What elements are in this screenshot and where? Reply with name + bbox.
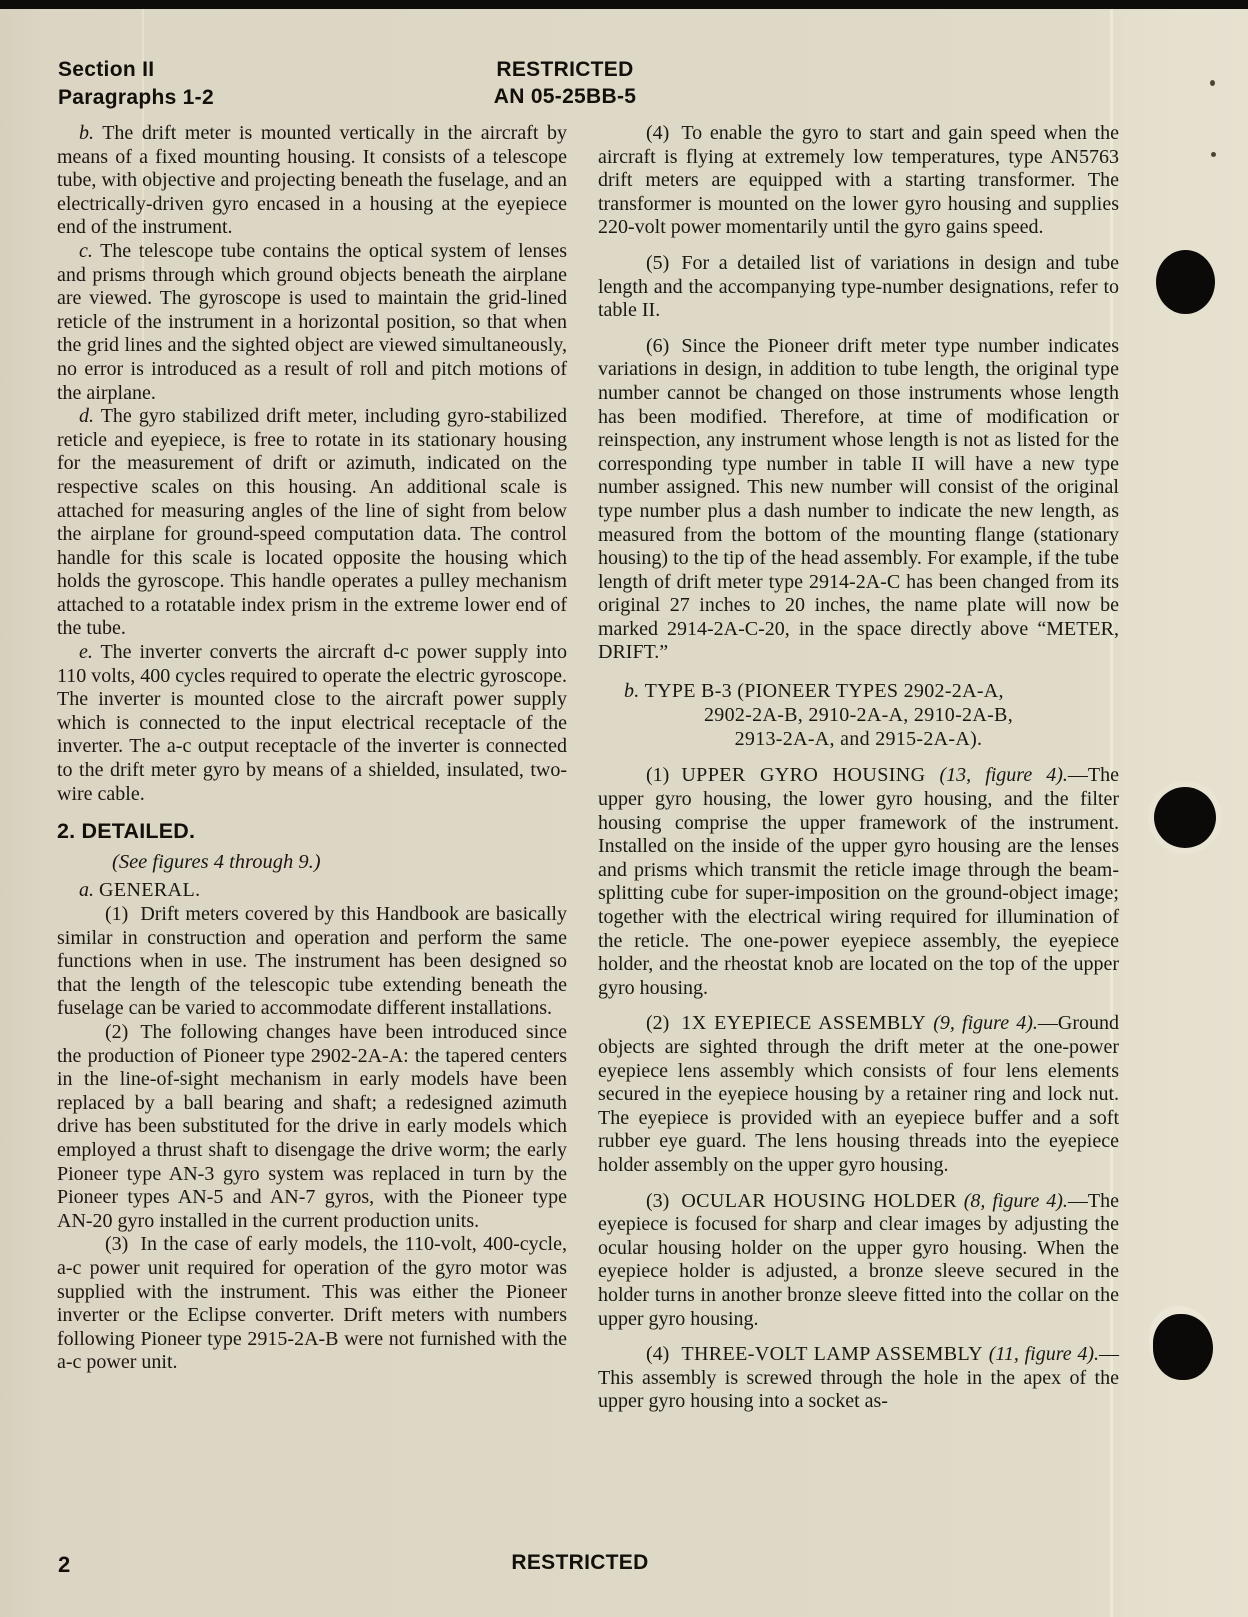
paragraph-text: The drift meter is mounted vertically in the aircraft by means of a fixed mounting housing. It consists of a telescope tube, with objective and projecting beneath the fuselage, and an electrically-driven gyro encased in a housing at the eyepiece end of the instrument. bbox=[57, 122, 567, 239]
header-left bbox=[58, 56, 214, 112]
paragraph-number: (5) bbox=[646, 251, 670, 274]
paper-speck bbox=[1211, 152, 1216, 157]
paragraph-number: (6) bbox=[646, 334, 670, 357]
paragraph-letter: a. bbox=[79, 879, 94, 902]
paragraph-6 bbox=[598, 335, 1119, 665]
right-column bbox=[598, 122, 1119, 1426]
paragraph-text: —The upper gyro housing, the lower gyro housing, and the filter housing comprise the upper framework of the instrument. Installed on the inside of the upper gyro housing are the lenses and prisms which transmit the reticle image through the beam-splitting cube for super-imposition on the ground-object image; together with the electrical wiring required for illumination of the reticle. The one-power eyepiece assembly, the eyepiece holder, and the rheostat knob are located on the top of the upper gyro housing. bbox=[598, 764, 1119, 999]
paragraph-text: To enable the gyro to start and gain speed when the aircraft is flying at extremely low temperatures, type AN5763 drift meters are equipped with a starting transformer. The transformer is mounted on the lower gyro housing and supplies 220-volt power momentarily until the gyro gains speed. bbox=[598, 122, 1119, 239]
type-b3-line3: 2913-2A-A, and 2915-2A-A). bbox=[734, 727, 983, 750]
paragraph-text: The following changes have been introduced since the production of Pioneer type 2902-2A-A: the tapered centers in the line-of-sight mechanism in early models have been replaced by a ball bearing and shaft; a redesigned azimuth drive has been substituted for the drive in early models which employed a thrust shaft to disengage the drive worm; the early Pioneer type AN-3 gyro system was replaced in turn by the Pioneer types AN-5 and AN-7 gyros, with the Pioneer type AN-20 gyro installed in the current production units. bbox=[57, 1020, 567, 1232]
paragraph-b4-lamp-assembly bbox=[598, 1343, 1119, 1414]
see-figures-note: (See figures 4 through 9.) bbox=[112, 850, 321, 873]
paragraph-c bbox=[57, 240, 567, 405]
paragraph-text: —Ground objects are sighted through the drift meter at the one-power eyepiece lens assembly which consists of four lens elements secured in the eyepiece housing by a retainer ring and lock nut. The eyepiece is provided with an eyepiece buffer and a soft rubber eye guard. The lens housing threads into the eyepiece holder assembly on the upper gyro housing. bbox=[598, 1012, 1120, 1176]
paragraph-text: —The eyepiece is focused for sharp and clear images by adjusting the ocular housing holder on the upper gyro housing. When the eyepiece holder is adjusted, a bronze sleeve secured in the holder turns in another bronze sleeve fitted into the collar on the upper gyro housing. bbox=[598, 1189, 1120, 1330]
paragraph-text: For a detailed list of variations in design and tube length and the accompanying type-number designations, refer to table II. bbox=[598, 251, 1119, 322]
subheading-general bbox=[57, 879, 567, 903]
section-heading-detailed: 2. DETAILED. bbox=[57, 819, 196, 844]
paragraph-letter: d. bbox=[79, 405, 94, 428]
paragraph-number: (2) bbox=[105, 1020, 129, 1043]
paragraph-letter: b. bbox=[624, 680, 640, 703]
paragraph-letter: c. bbox=[79, 239, 93, 262]
left-column bbox=[57, 122, 567, 1375]
paragraph-number: (4) bbox=[646, 1343, 670, 1366]
paragraph-text: The gyro stabilized drift meter, including gyro-stabilized reticle and eyepiece, is free to rotate in its stationary housing for the measurement of drift or azimuth, indicated on the respective scales on this housing. An additional scale is attached for measuring angles of the line of sight from below the airplane for ground-speed computation data. The control handle for this scale is located opposite the housing which holds the gyroscope. This handle operates a pulley mechanism attached to a rotatable index prism in the extreme lower end of the tube. bbox=[57, 405, 568, 640]
type-b3-heading bbox=[598, 680, 1119, 751]
paragraphs-label: Paragraphs 1-2 bbox=[58, 86, 214, 109]
heading-text: TYPE B-3 (PIONEER TYPES 2902-2A-A, bbox=[644, 680, 1004, 703]
header-center bbox=[415, 56, 715, 110]
paragraph-title: UPPER GYRO HOUSING bbox=[681, 764, 926, 787]
paragraph-1 bbox=[57, 903, 567, 1021]
paragraph-number: (4) bbox=[646, 122, 670, 144]
paragraph-number: (3) bbox=[646, 1189, 670, 1212]
paragraph-d bbox=[57, 405, 567, 641]
page-number: 2 bbox=[58, 1552, 71, 1577]
figure-reference: (8, figure 4). bbox=[963, 1189, 1068, 1212]
paragraph-5 bbox=[598, 252, 1119, 323]
paragraph-number: (2) bbox=[646, 1012, 670, 1035]
paragraph-title: OCULAR HOUSING HOLDER bbox=[681, 1189, 957, 1212]
figure-reference: (9, figure 4). bbox=[933, 1012, 1038, 1035]
section-label: Section II bbox=[58, 58, 155, 81]
paragraph-text: Drift meters covered by this Handbook are basically similar in construction and operation and perform the same functions when in use. The instrument has been designed so that the length of the telescopic tube extending beneath the fuselage can be varied to accommodate different installations. bbox=[57, 903, 567, 1020]
paragraph-number: (1) bbox=[646, 764, 670, 787]
punch-hole bbox=[1154, 787, 1216, 848]
subheading-title: GENERAL. bbox=[99, 879, 201, 902]
type-b3-line2: 2902-2A-B, 2910-2A-A, 2910-2A-B, bbox=[703, 703, 1013, 726]
paragraph-b1-upper-gyro-housing bbox=[598, 764, 1119, 1000]
footer-restricted-stamp: RESTRICTED bbox=[511, 1551, 649, 1574]
scan-edge-top bbox=[0, 0, 1248, 9]
paragraph-4 bbox=[598, 122, 1119, 240]
punch-hole bbox=[1153, 1314, 1213, 1380]
paragraph-title: THREE-VOLT LAMP ASSEMBLY bbox=[681, 1343, 983, 1366]
type-b3-line1 bbox=[598, 680, 1119, 704]
punch-hole bbox=[1156, 250, 1215, 314]
paragraph-b3-ocular-housing-holder bbox=[598, 1190, 1119, 1332]
paragraph-3 bbox=[57, 1233, 567, 1375]
paragraph-text: The inverter converts the aircraft d-c power supply into 110 volts, 400 cycles required to operate the electric gyroscope. The inverter is mounted close to the aircraft power supply which is connected to the input electrical receptacle of the inverter. The a-c output receptacle of the inverter is connected to the drift meter gyro by means of a shielded, insulated, two-wire cable. bbox=[57, 641, 567, 805]
paragraph-letter: b. bbox=[79, 122, 94, 144]
paragraph-text: In the case of early models, the 110-volt, 400-cycle, a-c power unit required for operation of the gyro motor was supplied with the instrument. This was either the Pioneer inverter or the Eclipse converter. Drift meters with numbers following Pioneer type 2915-2A-B were not furnished with the a-c power unit. bbox=[57, 1233, 567, 1374]
figure-reference: (13, figure 4). bbox=[939, 764, 1068, 787]
paragraph-letter: e. bbox=[79, 641, 93, 664]
paragraph-2 bbox=[57, 1021, 567, 1233]
paragraph-text: —This assembly is screwed through the hole in the apex of the upper gyro housing into a socket as- bbox=[598, 1343, 1119, 1413]
figure-reference: (11, figure 4). bbox=[988, 1343, 1099, 1366]
paragraph-title: 1X EYEPIECE ASSEMBLY bbox=[681, 1012, 927, 1035]
doc-number: AN 05-25BB-5 bbox=[493, 85, 637, 108]
paragraph-number: (1) bbox=[105, 903, 129, 925]
paragraph-text: Since the Pioneer drift meter type number indicates variations in design, in addition to tube length, the original type number cannot be changed on those instruments whose length has been modified. Therefore, at time of modification or reinspection, any instrument whose length is not as listed for the corresponding type number in table II will have a new type number assigned. This new number will consist of the original type number plus a dash number to indicate the new length, as measured from the bottom of the mounting flange (stationary housing) to the tip of the head assembly. For example, if the tube length of drift meter type 2914-2A-C has been changed from its original 27 inches to 20 inches, the name plate will now be marked 2914-2A-C-20, in the space directly above “METER, DRIFT.” bbox=[598, 334, 1119, 664]
paper-speck bbox=[1210, 80, 1215, 86]
paragraph-text: The telescope tube contains the optical system of lenses and prisms through which ground objects beneath the airplane are viewed. The gyroscope is used to maintain the grid-lined reticle of the instrument in a horizontal position, so that when the grid lines and the sighted object are viewed simultaneously, no error is introduced as a result of roll and pitch motions of the airplane. bbox=[57, 239, 567, 404]
paragraph-number: (3) bbox=[105, 1233, 129, 1256]
paragraph-b bbox=[57, 122, 567, 240]
restricted-stamp: RESTRICTED bbox=[496, 58, 634, 81]
paragraph-e bbox=[57, 641, 567, 806]
paragraph-b2-eyepiece-assembly bbox=[598, 1012, 1119, 1177]
